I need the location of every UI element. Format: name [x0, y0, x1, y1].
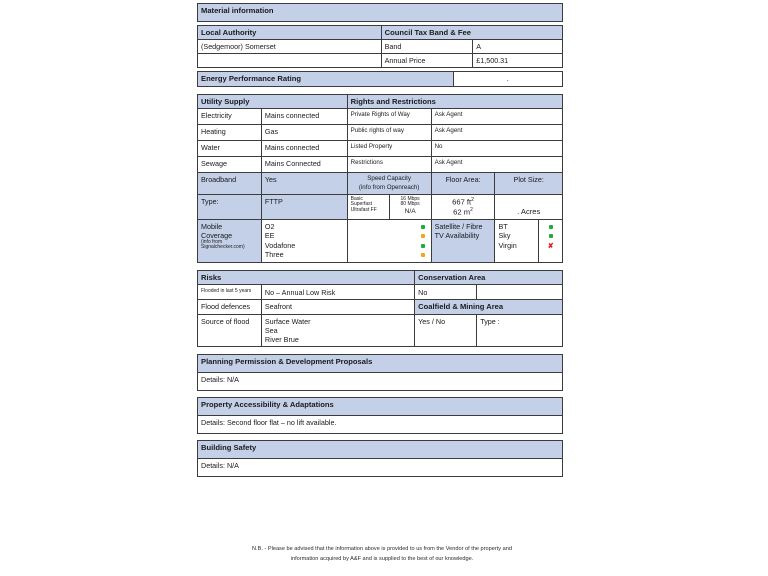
- floor-area-header: Floor Area:: [431, 173, 495, 194]
- available-dot-green-icon: [549, 234, 553, 238]
- utility-label-sewage: Sewage: [198, 157, 262, 173]
- tv-status-bt: [542, 222, 559, 232]
- flooded-value: No – Annual Low Risk: [261, 285, 414, 300]
- rights-label-private-way: Private Rights of Way: [347, 109, 431, 125]
- tv-provider-sky: Sky: [498, 231, 511, 241]
- flood-source-sea: Sea: [264, 325, 278, 335]
- mobile-signal-o2: [351, 222, 425, 232]
- epc-table: [197, 71, 563, 86]
- utility-supply-header: Utility Supply: [198, 94, 348, 108]
- speed-value-ultrafast: N/A: [404, 208, 416, 216]
- building-safety-header: Building Safety: [198, 440, 563, 458]
- table-row: [198, 415, 563, 433]
- mobile-coverage-title-l2: Coverage: [201, 230, 233, 240]
- rights-value-restrictions: Ask Agent: [431, 157, 562, 173]
- council-tax-header: Council Tax Band & Fee: [381, 26, 562, 40]
- signal-dot-green-icon: [421, 225, 425, 229]
- table-row: [198, 300, 563, 314]
- mobile-network-ee: EE: [264, 231, 275, 241]
- speed-name-basic: Basic: [350, 195, 363, 202]
- spacer-table: [197, 87, 563, 94]
- authority-council-table: [197, 25, 563, 68]
- rights-restrictions-header: Rights and Restrictions: [347, 94, 562, 108]
- table-row: [198, 314, 563, 346]
- flood-source-surface-water: Surface Water: [264, 316, 311, 326]
- plot-size-value: . Acres: [495, 194, 563, 219]
- broadband-label: Broadband: [198, 173, 262, 194]
- flood-defences-label: Flood defences: [198, 300, 262, 314]
- mobile-signal-vodafone: [351, 241, 425, 251]
- rights-label-public-way: Public rights of way: [347, 125, 431, 141]
- rights-value-listed: No: [431, 141, 562, 157]
- accessibility-table: [197, 397, 563, 434]
- epc-value: .: [453, 72, 563, 86]
- floor-area-imperial-exponent: 2: [471, 196, 474, 203]
- broadband-type-value: FTTP: [261, 194, 347, 219]
- tv-provider-virgin: Virgin: [498, 240, 517, 250]
- council-tax-band-value: A: [473, 40, 563, 54]
- table-row: [198, 40, 563, 54]
- signal-dot-amber-icon: [421, 234, 425, 238]
- floor-area-imperial-number: 667 ft: [452, 197, 472, 207]
- table-row: [198, 54, 563, 68]
- coalfield-type-label: Type :: [477, 314, 563, 346]
- annual-price-value: £1,500.31: [473, 54, 563, 68]
- mobile-network-o2: O2: [264, 221, 275, 231]
- tv-availability-label: [431, 219, 495, 262]
- table-row: [198, 94, 563, 108]
- source-of-flood-values: [261, 314, 414, 346]
- utility-value-electricity: Mains connected: [261, 109, 347, 125]
- local-authority-blank: [198, 54, 382, 68]
- utility-value-heating: Gas: [261, 125, 347, 141]
- table-row: [198, 72, 563, 86]
- floor-area-imperial: [435, 197, 492, 207]
- planning-details: Details: N/A: [198, 372, 563, 390]
- planning-header: Planning Permission & Development Proposals: [198, 354, 563, 372]
- coalfield-yes-no: Yes / No: [415, 314, 477, 346]
- speed-values: [389, 194, 431, 219]
- mobile-coverage-source-l1: (info from: [201, 238, 223, 245]
- floor-area-metric-exponent: 2: [470, 206, 473, 213]
- table-row: [198, 397, 563, 415]
- speed-value-basic: 16 Mbps: [400, 195, 420, 202]
- unavailable-cross-icon: ✘: [547, 242, 554, 250]
- document-title: Material information: [198, 4, 563, 22]
- utility-value-water: Mains connected: [261, 141, 347, 157]
- building-safety-table: [197, 440, 563, 477]
- source-of-flood-label: Source of flood: [198, 314, 262, 346]
- table-row: [198, 270, 563, 284]
- coalfield-mining-header: Coalfield & Mining Area: [415, 300, 563, 314]
- speed-names: [347, 194, 389, 219]
- conservation-value: No: [415, 285, 477, 300]
- mobile-signal-indicators: [347, 219, 431, 262]
- table-row: [198, 157, 563, 173]
- tv-provider-names: [495, 219, 539, 262]
- speed-name-ultrafast: Ultrafast FF: [350, 207, 377, 214]
- mobile-coverage-source-l2: Signalchecker.com): [201, 244, 245, 251]
- utility-rights-table: [197, 94, 563, 263]
- table-row: [198, 109, 563, 125]
- material-information-document: [197, 3, 563, 477]
- rights-value-private-way: Ask Agent: [431, 109, 562, 125]
- building-safety-details: Details: N/A: [198, 458, 563, 476]
- mobile-network-three: Three: [264, 250, 284, 260]
- table-row: [198, 194, 563, 219]
- flood-defences-value: Seafront: [261, 300, 414, 314]
- speed-value-superfast: 80 Mbps: [400, 201, 420, 208]
- local-authority-header: Local Authority: [198, 26, 382, 40]
- title-table: [197, 3, 563, 22]
- mobile-network-names: [261, 219, 347, 262]
- council-tax-band-label: Band: [381, 40, 473, 54]
- rights-label-listed: Listed Property: [347, 141, 431, 157]
- table-row: [198, 141, 563, 157]
- flooded-label: Flooded in last 5 years: [198, 285, 262, 300]
- table-row: [198, 219, 563, 262]
- tv-availability-indicators: [539, 219, 563, 262]
- rights-label-restrictions: Restrictions: [347, 157, 431, 173]
- footnote-line-1: N.B. - Please be advised that the information above is provided to us from the Vendor of the property and: [252, 546, 512, 552]
- table-row: [198, 372, 563, 390]
- table-row: [198, 354, 563, 372]
- epc-header: Energy Performance Rating: [198, 72, 454, 86]
- available-dot-green-icon: [549, 225, 553, 229]
- broadband-type-label: Type:: [198, 194, 262, 219]
- mobile-coverage-title-l1: Mobile: [201, 221, 223, 231]
- spacer-table: [197, 347, 563, 354]
- flood-source-river-brue: River Brue: [264, 334, 299, 344]
- tv-availability-l2: TV Availability: [434, 230, 480, 240]
- tv-status-virgin: [542, 241, 559, 251]
- table-row: [198, 125, 563, 141]
- speed-capacity-header: [347, 173, 431, 194]
- floor-area-metric-number: 62 m: [453, 207, 471, 217]
- utility-value-sewage: Mains Connected: [261, 157, 347, 173]
- tv-availability-l1: Satellite / Fibre: [434, 221, 483, 231]
- mobile-signal-ee: [351, 231, 425, 241]
- table-row: [198, 4, 563, 22]
- speed-capacity-source: (info from Openreach): [358, 183, 420, 191]
- floor-area-metric: [435, 207, 492, 217]
- spacer-table: [197, 263, 563, 270]
- speed-capacity-title: Speed Capacity: [367, 175, 411, 183]
- table-row: [198, 173, 563, 194]
- mobile-network-vodafone: Vodafone: [264, 240, 296, 250]
- plot-size-header: Plot Size:: [495, 173, 563, 194]
- planning-table: [197, 354, 563, 391]
- broadband-value: Yes: [261, 173, 347, 194]
- floor-area-values: [431, 194, 495, 219]
- mobile-coverage-label: [198, 219, 262, 262]
- table-row: [198, 285, 563, 300]
- accessibility-header: Property Accessibility & Adaptations: [198, 397, 563, 415]
- speed-name-superfast: Superfast: [350, 201, 373, 208]
- table-row: [198, 440, 563, 458]
- footnote-line-2: information acquired by A&F and is supplied to the best of our knowledge.: [290, 555, 474, 562]
- utility-label-electricity: Electricity: [198, 109, 262, 125]
- footnote: [197, 545, 567, 564]
- local-authority-value: (Sedgemoor) Somerset: [198, 40, 382, 54]
- risks-conservation-table: [197, 270, 563, 347]
- rights-value-public-way: Ask Agent: [431, 125, 562, 141]
- accessibility-details: Details: Second floor flat – no lift available.: [198, 415, 563, 433]
- table-row: [198, 26, 563, 40]
- signal-dot-amber-icon: [421, 253, 425, 257]
- tv-provider-bt: BT: [498, 221, 508, 231]
- signal-dot-green-icon: [421, 244, 425, 248]
- conservation-area-header: Conservation Area: [415, 270, 563, 284]
- utility-label-heating: Heating: [198, 125, 262, 141]
- mobile-signal-three: [351, 250, 425, 260]
- conservation-blank: [477, 285, 563, 300]
- risks-header: Risks: [198, 270, 415, 284]
- table-row: [198, 458, 563, 476]
- tv-status-sky: [542, 231, 559, 241]
- utility-label-water: Water: [198, 141, 262, 157]
- annual-price-label: Annual Price: [381, 54, 473, 68]
